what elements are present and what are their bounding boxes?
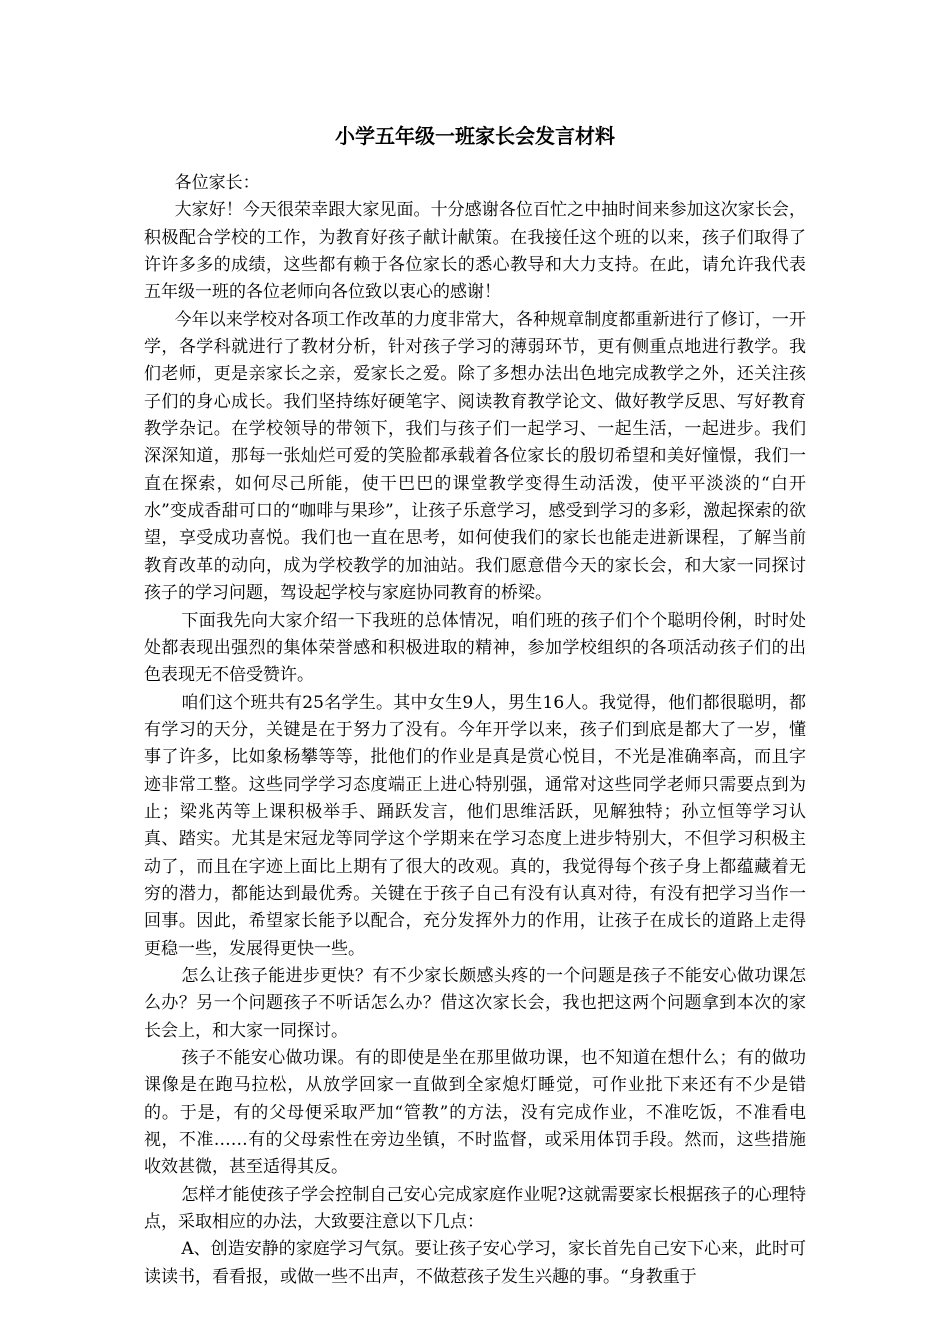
paragraph-point-a: A、创造安静的家庭学习气氛。要让孩子安心学习，家长首先自己安下心来，此时可读读书，看看报，或做一些不出声，不做惹孩子发生兴趣的事。“身教重于 [144,1239,806,1287]
paragraph-homework-method: 怎样才能使孩子学会控制自己安心完成家庭作业呢?这就需要家长根据孩子的心理特点，采取相应的办法，大致要注意以下几点： [144,1184,806,1233]
document-title: 小学五年级一班家长会发言材料 [335,124,615,148]
greeting-line: 各位家长： [174,173,260,193]
document-body [144,170,806,1291]
paragraph-class-students: 咱们这个班共有25名学生。其中女生9人，男生16人。我觉得，他们都很聪明，都有学习的天分，关键是在于努力了没有。今年开学以来，孩子们到底是都大了一岁，懂事了许多，比如象杨攀等等，批他们的作业是真是赏心悦目，不光是准确率高，而且字迹非常工整。这些同学学习态度端正上进心特别强，通常对这些同学老师只需要点到为止；梁兆芮等上课积极举手、踊跃发言，他们思维活跃，见解独特；孙立恒等学习认真、踏实。尤其是宋冠龙等同学这个学期来在学习态度上进步特别大，不但学习积极主动了，而且在字迹上面比上期有了很大的改观。真的，我觉得每个孩子身上都蕴藏着无穷的潜力，都能达到最优秀。关键在于孩子自己有没有认真对待，有没有把学习当作一回事。因此，希望家长能予以配合，充分发挥外力的作用，让孩子在成长的道路上走得更稳一些，发展得更快一些。 [144,692,806,959]
paragraph-school-reform: 今年以来学校对各项工作改革的力度非常大，各种规章制度都重新进行了修订，一开学，各学科就进行了教材分析，针对孩子学习的薄弱环节，更有侧重点地进行教学。我们老师，更是亲家长之亲，爱家长之爱。除了多想办法出色地完成教学之外，还关注孩子们的身心成长。我们坚持练好硬笔字、阅读教育教学论文、做好教学反思、写好教育教学杂记。在学校领导的带领下，我们与孩子们一起学习、一起生活，一起进步。我们深深知道，那每一张灿烂可爱的笑脸都承载着各位家长的殷切希望和美好憧憬，我们一直在探索，如何尽己所能，使干巴巴的课堂教学变得生动活泼，使平平淡淡的“白开水”变成香甜可口的“咖啡与果珍”，让孩子乐意学习，感受到学习的多彩，激起探索的欲望，享受成功喜悦。我们也一直在思考，如何使我们的家长也能走进新课程，了解当前教育改革的动向，成为学校教学的加油站。我们愿意借今天的家长会，和大家一同探讨孩子的学习问题，驾设起学校与家庭协同教育的桥梁。 [144,309,806,604]
paragraph-class-overview: 下面我先向大家介绍一下我班的总体情况，咱们班的孩子们个个聪明伶俐，时时处处都表现出强烈的集体荣誉感和积极进取的精神，参加学校组织的各项活动孩子们的出色表现无不倍受赞许。 [144,610,806,686]
paragraph-homework-problem: 孩子不能安心做功课。有的即使是坐在那里做功课，也不知道在想什么；有的做功课像是在跑马拉松，从放学回家一直做到全家熄灯睡觉，可作业批下来还有不少是错的。于是，有的父母便采取严加“管教”的方法，没有完成作业，不准吃饭，不准看电视，不准……有的父母索性在旁边坐镇，不时监督，或采用体罚手段。然而，这些措施收效甚微，甚至适得其反。 [144,1048,806,1178]
paragraph-progress-question: 怎么让孩子能进步更快？有不少家长颇感头疼的一个问题是孩子不能安心做功课怎么办？另一个问题孩子不听话怎么办？借这次家长会，我也把这两个问题拿到本次的家长会上，和大家一同探讨。 [144,965,806,1041]
paragraph-welcome: 大家好！今天很荣幸跟大家见面。十分感谢各位百忙之中抽时间来参加这次家长会，积极配合学校的工作，为教育好孩子献计献策。在我接任这个班的以来，孩子们取得了许许多多的成绩，这些都有赖于各位家长的悉心教导和大力支持。在此，请允许我代表五年级一班的各位老师向各位致以衷心的感谢！ [144,200,806,303]
